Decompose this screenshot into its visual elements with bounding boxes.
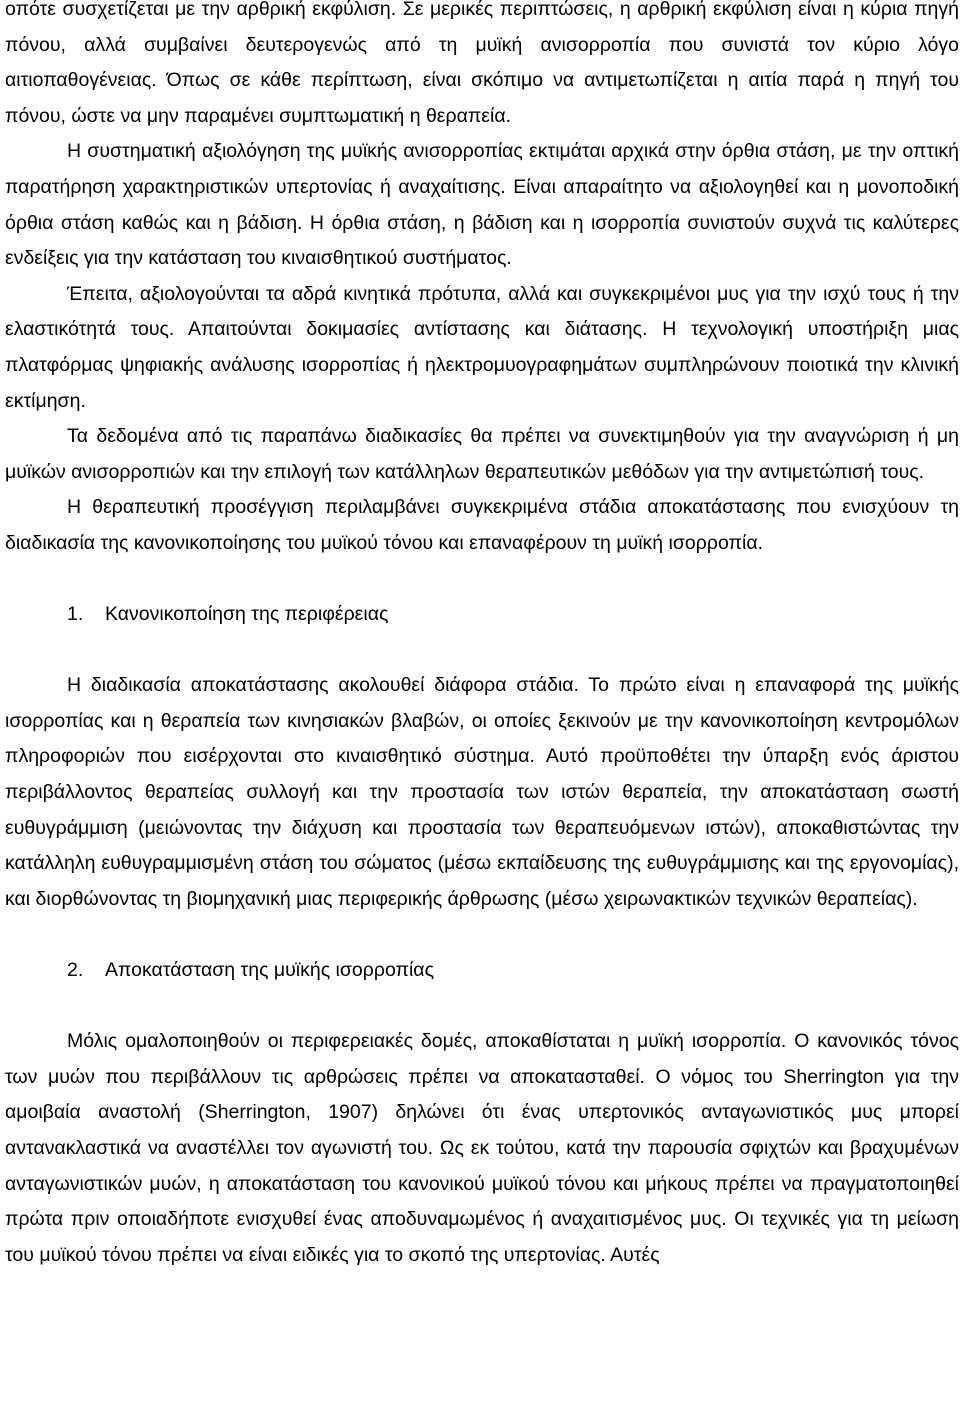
paragraph-muscle-balance: Μόλις ομαλοποιηθούν οι περιφερειακές δομές, αποκαθίσταται η μυϊκή ισορροπία. Ο κανονικός τόνος των μυών που περιβάλλουν τις αρθρώσεις πρέπει να αποκατασταθεί. Ο νόμος του Sherrington για την αμοιβαία αναστολή (Sherrington, 1907) δηλώνει ότι ένας υπερτονικός ανταγωνιστικός μυς μπορεί αντανακλαστικά να αναστέλλει τον αγωνιστή του. Ως εκ τούτου, κατά την παρουσία σφιχτών και βραχυμένων ανταγωνιστικών μυών, η αποκατάσταση του κανονικού μυϊκού τόνου και μήκους πρέπει να πραγματοποιηθεί πρώτα πριν οποιαδήποτε ενισχυθεί ένας αποδυναμωμένος ή αναχαιτισμένος μυς. Οι τεχνικές για τη μείωση του μυϊκού τόνου πρέπει να είναι ειδικές για το σκοπό της υπερτονίας. Αυτές [5, 1030, 959, 1266]
section-title: Κανονικοποίηση της περιφέρειας [105, 603, 389, 626]
paragraph-rehabilitation-stages: Η διαδικασία αποκατάστασης ακολουθεί διάφορα στάδια. Το πρώτο είναι η επαναφορά της μυϊκής ισορροπίας και η θεραπεία των κινησιακών βλαβών, οι οποίες ξεκινούν με την κανονικοποίηση κεντρομόλων πληροφοριών που εισέρχονται στο κιναισθητικό σύστημα. Αυτό προϋποθέτει την ύπαρξη ενός άριστου περιβάλλοντος θεραπείας συλλογή και την προστασία των ιστών θεραπεία, την αποκατάσταση σωστή ευθυγράμμιση (μειώνοντας την διάχυση και προστασία των θεραπευόμενων ιστών), αποκαθιστώντας την κατάλληλη ευθυγραμμισμένη στάση του σώματος (μέσω εκπαίδευσης της ευθυγράμμισης και της εργονομίας), και διορθώνοντας τη βιομηχανική μιας περιφερικής άρθρωσης (μέσω χειρωνακτικών τεχνικών θεραπείας). [5, 674, 959, 910]
section-title: Αποκατάσταση της μυϊκής ισορροπίας [105, 959, 434, 982]
section-heading-1 [5, 597, 959, 633]
paragraph-motor-patterns: Έπειτα, αξιολογούνται τα αδρά κινητικά πρότυπα, αλλά και συγκεκριμένοι μυς για την ισχύ τους ή την ελαστικότητά τους. Απαιτούνται δοκιμασίες αντίστασης και διάτασης. Η τεχνολογική υποστήριξη μιας πλατφόρμας ψηφιακής ανάλυσης ισορροπίας ή ηλεκτρομυογραφημάτων συμπληρώνουν ποιοτικά την κλινική εκτίμηση. [5, 282, 959, 412]
paragraph-etiology: οπότε συσχετίζεται με την αρθρική εκφύλιση. Σε μερικές περιπτώσεις, η αρθρική εκφύλιση είναι η κύρια πηγή πόνου, αλλά συμβαίνει δευτερογενώς από τη μυϊκή ανισορροπία που συνιστά τον κύριο λόγο αιτιοπαθογένειας. Όπως σε κάθε περίπτωση, είναι σκόπιμο να αντιμετωπίζεται η αιτία παρά η πηγή του πόνου, ώστε να μην παραμένει συμπτωματική η θεραπεία. [5, 0, 959, 127]
document-page [5, 0, 959, 1273]
paragraph-systematic-assessment: Η συστηματική αξιολόγηση της μυϊκής ανισορροπίας εκτιμάται αρχικά στην όρθια στάση, με την οπτική παρατήρηση χαρακτηριστικών υπερτονίας ή αναχαίτισης. Είναι απαραίτητο να αξιολογηθεί και η μονοποδική όρθια στάση καθώς και η βάδιση. Η όρθια στάση, η βάδιση και η ισορροπία συνιστούν συχνά τις καλύτερες ενδείξεις για την κατάσταση του κιναισθητικού συστήματος. [5, 140, 959, 270]
section-number: 2. [67, 959, 84, 982]
spacer [5, 562, 959, 598]
section-number: 1. [67, 603, 84, 626]
paragraph-data-evaluation: Τα δεδομένα από τις παραπάνω διαδικασίες θα πρέπει να συνεκτιμηθούν για την αναγνώριση ή μη μυϊκών ανισορροπιών και την επιλογή των κατάλληλων θεραπευτικών μεθόδων για την αντιμετώπισή τους. [5, 425, 959, 483]
section-heading-2 [5, 953, 959, 989]
spacer [5, 633, 959, 669]
spacer [5, 917, 959, 953]
spacer [5, 989, 959, 1025]
paragraph-therapeutic-approach: Η θεραπευτική προσέγγιση περιλαμβάνει συγκεκριμένα στάδια αποκατάστασης που ενισχύουν τη διαδικασία της κανονικοποίησης του μυϊκού τόνου και επαναφέρουν τη μυϊκή ισορροπία. [5, 496, 959, 554]
